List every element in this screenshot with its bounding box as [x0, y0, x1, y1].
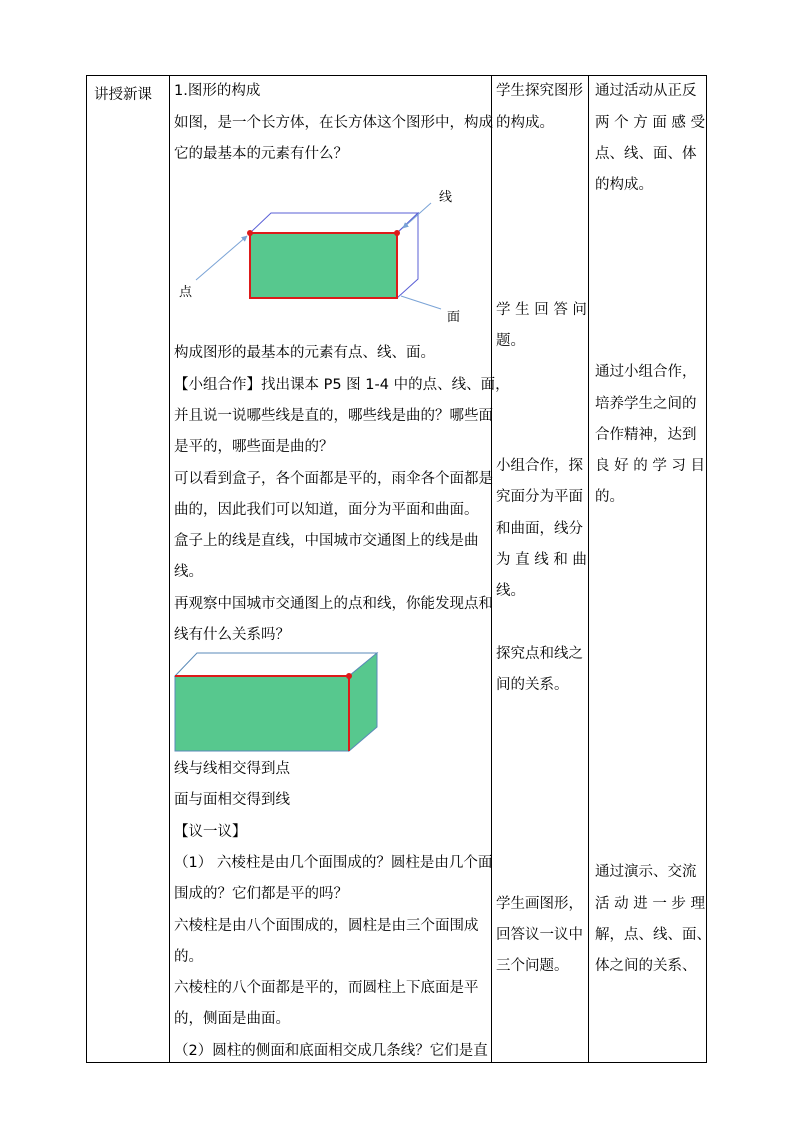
content-text: 的，侧面是曲面。 [174, 1011, 290, 1027]
content-text: （1） 六棱柱是由几个面围成的？圆柱是由几个面 [174, 855, 493, 871]
cuboid-top-face [250, 213, 418, 233]
purpose-text: 良 好 的 学 习 目 [595, 458, 706, 474]
purpose-text: 合作精神，达到 [595, 427, 697, 443]
content-text: 六棱柱是由八个面围成的，圆柱是由三个面围成 [174, 918, 479, 934]
content-text: 再观察中国城市交通图上的点和线，你能发现点和 [174, 596, 493, 612]
student-text: 究面分为平面 [496, 489, 583, 505]
section-label: 讲授新课 [94, 87, 152, 103]
student-text: 的构成。 [496, 115, 554, 131]
purpose-text: 通过演示、交流 [595, 864, 697, 880]
content-text: 它的最基本的元素有什么？ [174, 146, 348, 162]
content-text: 构成图形的最基本的元素有点、线、面。 [174, 345, 435, 361]
purpose-text: 点、线、面、体 [595, 146, 697, 162]
vertex-point [346, 673, 352, 679]
student-text: 线。 [496, 583, 525, 599]
student-text: 回答议一议中 [496, 927, 583, 943]
purpose-text: 活 动 进 一 步 理 [595, 896, 706, 912]
content-text: 线。 [174, 564, 203, 580]
cuboid-figure-2 [169, 648, 491, 758]
content-text: （2）圆柱的侧面和底面相交成几条线？它们是直 [174, 1043, 488, 1059]
line-pointer-arrow [403, 203, 431, 228]
purpose-text: 培养学生之间的 [595, 396, 697, 412]
student-text: 小组合作，探 [496, 458, 583, 474]
column-divider [491, 76, 492, 1062]
content-text: 的。 [174, 949, 203, 965]
purpose-text: 解，点、线、面、 [595, 927, 711, 943]
point-pointer-arrow [196, 236, 247, 280]
student-text: 学生探究图形 [496, 83, 583, 99]
content-text: 围成的？它们都是平的吗？ [174, 886, 348, 902]
content-text: 曲的，因此我们可以知道，面分为平面和曲面。 [174, 502, 479, 518]
content-text: 线有什么关系吗？ [174, 627, 290, 643]
purpose-text: 两 个 方 面 感 受 [595, 115, 706, 131]
label-face: 面 [447, 310, 461, 325]
student-text: 三个问题。 [496, 958, 569, 974]
content-text: 如图，是一个长方体，在长方体这个图形中，构成 [174, 115, 493, 131]
label-point: 点 [179, 285, 193, 300]
student-text: 和曲面，线分 [496, 521, 583, 537]
student-text: 间的关系。 [496, 677, 569, 693]
student-text: 探究点和线之 [496, 646, 583, 662]
cuboid-front-face [250, 233, 397, 298]
student-text: 学 生 回 答 问 [496, 302, 587, 318]
purpose-text: 通过小组合作， [595, 364, 697, 380]
column-divider [588, 76, 589, 1062]
content-text: 并且说一说哪些线是直的，哪些线是曲的？哪些面 [174, 408, 493, 424]
content-text: 可以看到盒子，各个面都是平的，雨伞各个面都是 [174, 471, 493, 487]
student-text: 学生画图形， [496, 896, 583, 912]
purpose-text: 体之间的关系、 [595, 958, 697, 974]
student-text: 为 直 线 和 曲 [496, 552, 587, 568]
content-text: 【小组合作】找出课本 P5 图 1-4 中的点、线、面， [174, 377, 510, 393]
face-pointer-line [401, 296, 441, 309]
content-text: 六棱柱的八个面都是平的，而圆柱上下底面是平 [174, 980, 479, 996]
vertex-point [247, 230, 253, 236]
content-text: 【议一议】 [174, 824, 247, 840]
purpose-text: 的。 [595, 489, 624, 505]
cuboid-side-face [397, 213, 418, 298]
content-heading: 1.图形的构成 [174, 83, 261, 99]
cuboid-figure-1 [169, 176, 491, 331]
cuboid-top-face [175, 653, 377, 676]
content-text: 面与面相交得到线 [174, 792, 290, 808]
student-text: 题。 [496, 333, 525, 349]
lesson-table [86, 75, 711, 1063]
purpose-text: 的构成。 [595, 177, 653, 193]
content-text: 线与线相交得到点 [174, 761, 290, 777]
content-text: 是平的，哪些面是曲的？ [174, 439, 334, 455]
purpose-text: 通过活动从正反 [595, 83, 697, 99]
content-text: 盒子上的线是直线，中国城市交通图上的线是曲 [174, 533, 479, 549]
label-line: 线 [439, 190, 453, 205]
cuboid-front-face [175, 676, 349, 751]
vertex-point [394, 230, 400, 236]
